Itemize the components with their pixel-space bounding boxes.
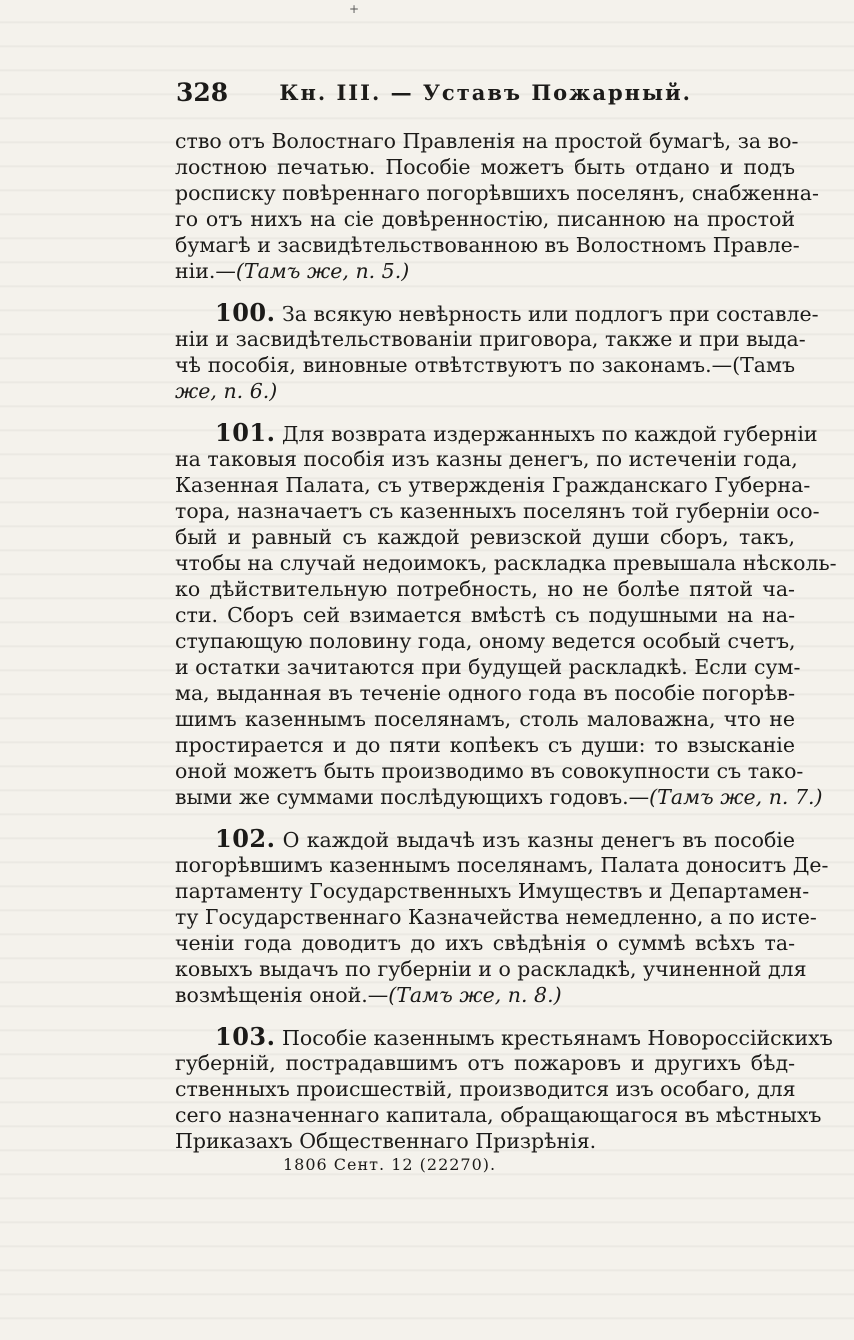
line-text: выми же суммами послѣдующихъ годовъ.—: [175, 785, 650, 809]
text-line: ственныхъ происшествій, производится изъ особаго, для: [175, 1077, 796, 1101]
text-line: ма, выданная въ теченіе одного года въ пособіе погорѣв-: [175, 681, 795, 705]
text-line: шимъ казеннымъ поселянамъ, столь маловажна, что не: [175, 707, 795, 731]
text-line: оной можетъ быть производимо въ совокупности съ тако-: [175, 759, 804, 783]
article-101: [175, 418, 837, 810]
text-line: погорѣвшимъ казеннымъ поселянамъ, Палата доноситъ Де-: [175, 853, 829, 877]
text-line: сти. Сборъ сей взимается вмѣстѣ съ подушными на на-: [175, 603, 795, 627]
text-line: бумагѣ и засвидѣтельствованною въ Волостномъ Правле-: [175, 233, 800, 257]
line-text: ніи.—: [175, 259, 236, 283]
text-line: [175, 418, 818, 447]
citation: (Тамъ же, п. 7.): [649, 785, 823, 809]
text-line: губерній, пострадавшимъ отъ пожаровъ и другихъ бѣд-: [175, 1051, 795, 1075]
text-line: росписку повѣреннаго погорѣвшихъ поселянъ, снабженна-: [175, 181, 819, 205]
text-line: чтобы на случай недоимокъ, раскладка превышала нѣсколь-: [175, 551, 837, 575]
text-line: ніи и засвидѣтельствованіи приговора, также и при выда-: [175, 327, 806, 351]
article-103: [175, 1022, 833, 1176]
text-line: тора, назначаетъ съ казенныхъ поселянъ той губерніи осо-: [175, 499, 820, 523]
citation: (Тамъ же, п. 8.): [388, 983, 562, 1007]
line-text: О каждой выдачѣ изъ казны денегъ въ пособіе: [275, 828, 795, 852]
line-text: Для возврата издержанныхъ по каждой губерніи: [275, 422, 818, 446]
text-line: партаменту Государственныхъ Имуществъ и Департамен-: [175, 879, 810, 903]
page-body: [175, 128, 837, 1176]
running-title: Кн. III. — Уставъ Пожарный.: [279, 80, 692, 105]
text-line: сего назначеннаго капитала, обращающагося въ мѣстныхъ: [175, 1103, 822, 1127]
citation: же, п. 6.): [175, 379, 278, 403]
paragraph-continued: [175, 128, 819, 284]
text-line: ту Государственнаго Казначейства немедленно, а по исте-: [175, 905, 817, 929]
text-line: и остатки зачитаются при будущей раскладкѣ. Если сум-: [175, 655, 801, 679]
line-text: За всякую невѣрность или подлогъ при составле-: [275, 302, 819, 326]
article-100: [175, 298, 819, 404]
article-number: 103.: [215, 1022, 276, 1051]
text-line: ковыхъ выдачъ по губерніи и о раскладкѣ, учиненной для: [175, 957, 807, 981]
text-line: бый и равный съ каждой ревизской души сборъ, такъ,: [175, 525, 795, 549]
text-line: Приказахъ Общественнаго Призрѣнія.: [175, 1129, 597, 1153]
line-text: возмѣщенія оной.—: [175, 983, 389, 1007]
source-date: 1806 Сент. 12 (22270).: [283, 1155, 497, 1174]
text-line: [175, 1022, 833, 1051]
text-line: [175, 826, 795, 852]
article-102: [175, 824, 829, 1008]
text-line: лостною печатью. Пособіе можетъ быть отдано и подъ: [175, 155, 795, 179]
text-line: ство отъ Волостнаго Правленія на простой бумагѣ, за во-: [175, 129, 799, 153]
text-line: чѣ пособія, виновные отвѣтствуютъ по законамъ.—(Тамъ: [175, 353, 795, 377]
text-line: Казенная Палата, съ утвержденія Гражданскаго Губерна-: [175, 473, 811, 497]
article-number: 101.: [215, 418, 276, 447]
text-line: [175, 378, 795, 404]
text-line: ступающую половину года, оному ведется особый счетъ,: [175, 629, 796, 653]
citation: (Тамъ же, п. 5.): [235, 259, 410, 283]
text-line: [175, 298, 819, 327]
text-line: простирается и до пяти копѣекъ съ души: то взысканіе: [175, 733, 795, 757]
text-line: на таковыя пособія изъ казны денегъ, по истеченіи года,: [175, 447, 798, 471]
article-number: 100.: [215, 298, 276, 327]
text-line: [175, 258, 795, 284]
article-number: 102.: [215, 824, 276, 853]
text-line: [175, 982, 795, 1008]
text-line: ченіи года доводитъ до ихъ свѣдѣнія о суммѣ всѣхъ та-: [175, 931, 795, 955]
text-line: ко дѣйствительную потребность, но не болѣе пятой ча-: [175, 577, 795, 601]
text-line: го отъ нихъ на сіе довѣренностію, писанною на простой: [175, 207, 795, 231]
top-mark: +: [349, 2, 360, 16]
running-head: [176, 78, 696, 112]
line-text: Пособіе казеннымъ крестьянамъ Новороссійскихъ: [275, 1026, 833, 1050]
page-number: 328: [176, 78, 229, 107]
text-line: [175, 784, 823, 810]
